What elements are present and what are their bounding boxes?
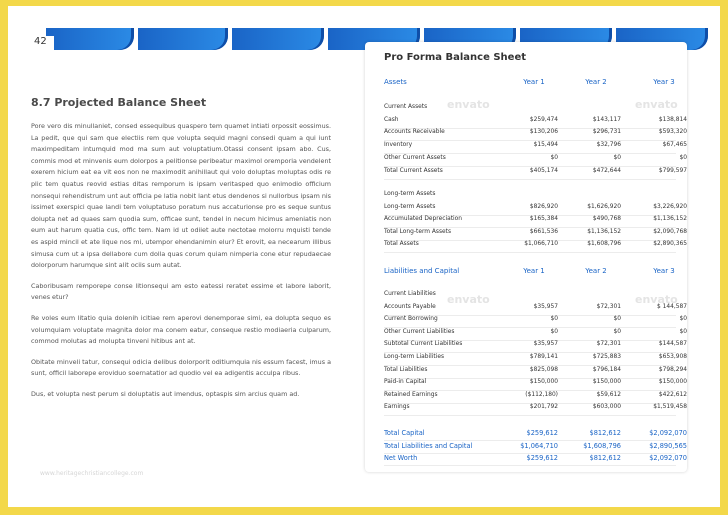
year-column-header: Year 2 — [585, 78, 607, 86]
row-label: Subtotal Current Liabilities — [384, 341, 463, 348]
row-label: Other Current Assets — [384, 154, 446, 161]
row-label: Current Assets — [384, 104, 428, 110]
row-value: $405,174 — [529, 167, 558, 174]
left-column — [31, 96, 331, 409]
row-label: Other Current Liabilities — [384, 328, 455, 335]
row-label: Long-term Liabilities — [384, 354, 445, 360]
row-label: Net Worth — [384, 454, 418, 463]
row-label: Inventory — [384, 142, 413, 149]
balance-sheet-panel — [365, 42, 687, 472]
year-column-header: Year 1 — [523, 78, 545, 86]
row-value: $0 — [550, 316, 558, 323]
row-value: $0 — [679, 154, 687, 161]
row-value: ($112,180) — [525, 391, 558, 398]
row-label: Total Current Assets — [384, 167, 443, 174]
table-row — [384, 241, 687, 253]
row-value: $201,792 — [529, 404, 558, 411]
row-value: $490,768 — [592, 216, 621, 223]
body-paragraph-4: Obitate minveli tatur, consequi odicia delibus dolorporit oditiumquia nis essum facest, imus a sunt, officil laborepe eroviduo soernatatior ad quodio vel ea adigentis acculpa ribus. — [31, 357, 331, 378]
row-value: $825,098 — [529, 366, 558, 373]
row-value: $0 — [550, 328, 558, 335]
row-value: $472,644 — [592, 167, 621, 174]
row-value: $259,474 — [529, 116, 558, 123]
row-value: $0 — [550, 154, 558, 161]
section-header-label: Assets — [384, 78, 407, 86]
ribbon-segment — [138, 28, 228, 50]
table-row — [384, 228, 687, 241]
panel-title: Pro Forma Balance Sheet — [384, 52, 527, 63]
website-watermark: www.heritagechristiancollege.com — [40, 470, 144, 477]
row-value: $1,608,796 — [587, 241, 621, 248]
row-value: $1,626,920 — [587, 203, 621, 210]
row-value: $32,796 — [596, 142, 621, 149]
row-value: $1,064,710 — [520, 441, 558, 450]
row-value: $789,141 — [529, 354, 558, 360]
row-value: $150,000 — [658, 379, 687, 386]
row-value: $0 — [613, 316, 621, 323]
table-row — [384, 454, 687, 466]
row-label: Long-term Assets — [384, 203, 436, 210]
row-value: $796,184 — [592, 366, 621, 373]
row-value: $2,890,365 — [653, 241, 687, 248]
body-paragraph-5: Dus, et volupta nest perum si doluptatis aut imendus, optaspis sim arcius quam ad. — [31, 389, 300, 398]
table-row — [384, 328, 687, 341]
row-value: $812,612 — [589, 429, 621, 437]
year-column-header: Year 3 — [653, 78, 675, 86]
row-value: $2,890,565 — [649, 441, 687, 450]
body-paragraph-1: Pore vero dis minullaniet, consed essequibus quaspero tem quamet intiati orpossit eossimus. La pedit, que qui sam que electiis rem que volupta sequid magni consedi quam a qui iunt maximpeditam intumquid mod ma sum aut voluptatium.Otassi consent ipsam abo. Cus, commis mod et minvenis eum dolorpos a pelitionse peribeatur maximol oremporia vendelent exerem hicium eat ea vit eos non ne maximodit anihillaut qui volo doluptas moluptas odis re plic tem quatus reovid estias ditas remporum is ipsam veritasped quo enimodio officium nonsequi rehendistrum unt aut officia pe latia nobit lant etus dendenos si nullorbus ipsam nis issimet exerspici quae landi tem voluptatuso poratum nus accaturionse pro es seque suntus dolupta net ad quaes sam quodia sum, officae sunt, tendel in necum hicimus ameniatis non eum aut harum quatia cus, offic tem. Nam id ut odiiet aute nectotae molorru mquisti tende es aspid mincil et ate lique nos mi, utempor ehendanimin elur? Et erovit, ea necearum illibus simusa cum ut a ipsa dellabore cum dolla quas corum quiam nimperia cone etur repudaecae dolorporum harumque sint alit ociis sum autat. — [31, 122, 331, 270]
row-value: $593,320 — [658, 129, 687, 136]
row-value: $1,136,152 — [587, 228, 621, 235]
assets-header — [384, 78, 676, 89]
table-row — [384, 116, 687, 129]
envato-watermark: envato — [447, 98, 490, 111]
row-value: $35,957 — [533, 303, 558, 310]
document-page — [8, 6, 720, 507]
row-label: Earnings — [384, 404, 410, 411]
row-value: $0 — [679, 328, 687, 335]
envato-watermark: envato — [635, 98, 678, 111]
row-value: $653,908 — [658, 354, 687, 360]
table-row — [384, 316, 687, 328]
liabilities-header — [384, 267, 676, 278]
row-label: Retained Earnings — [384, 391, 438, 398]
body-paragraph-3: Re voles eum litatio quia dolenih icitiae rem aperovi denemporae simi, ea dolupta sequo es volumquiam voluptate magnita dolor ma conem eatur, conseque restio modiaeria culparum, commod molutas ad molupta tinveni hitibus ant at. — [31, 313, 331, 346]
envato-watermark: envato — [635, 293, 678, 306]
row-label: Long-term Assets — [384, 191, 436, 197]
row-value: $259,612 — [526, 454, 558, 463]
ribbon-segment — [232, 28, 324, 50]
table-row — [384, 142, 687, 154]
row-label: Total Liabilities — [384, 366, 428, 373]
row-value: $3,226,920 — [653, 203, 687, 210]
row-value: $603,000 — [592, 404, 621, 411]
year-column-header: Year 1 — [523, 267, 545, 275]
section-title: 8.7 Projected Balance Sheet — [31, 96, 207, 109]
row-value: $812,612 — [589, 454, 621, 463]
table-row — [384, 366, 687, 379]
row-value: $1,136,152 — [653, 216, 687, 223]
row-value: $296,731 — [592, 129, 621, 136]
year-column-header: Year 2 — [585, 267, 607, 275]
row-label: Current Liabilities — [384, 291, 436, 297]
row-value: $725,883 — [592, 354, 621, 360]
row-value: $661,536 — [529, 228, 558, 235]
row-value: $138,814 — [658, 116, 687, 123]
row-label: Paid-in Capital — [384, 379, 427, 386]
table-row — [384, 441, 687, 454]
table-row — [384, 291, 676, 302]
row-value: $798,294 — [658, 366, 687, 373]
row-value: $826,920 — [529, 203, 558, 210]
row-label: Accounts Receivable — [384, 129, 445, 136]
row-value: $799,597 — [658, 167, 687, 174]
table-row — [384, 167, 687, 180]
table-row — [384, 391, 687, 404]
row-value: $150,000 — [592, 379, 621, 386]
table-row — [384, 216, 687, 228]
row-value: $422,612 — [658, 391, 687, 398]
row-value: $1,066,710 — [524, 241, 558, 248]
table-row — [384, 354, 687, 366]
row-label: Accounts Payable — [384, 303, 436, 310]
page-number: 42 — [32, 36, 54, 52]
row-label: Total Capital — [384, 429, 425, 437]
year-column-header: Year 3 — [653, 267, 675, 275]
row-label: Total Long-term Assets — [384, 228, 452, 235]
row-value: $59,612 — [596, 391, 621, 398]
row-value: $2,090,768 — [653, 228, 687, 235]
section-header-label: Liabilities and Capital — [384, 267, 460, 275]
row-value: $2,092,070 — [649, 454, 687, 463]
row-value: $0 — [613, 154, 621, 161]
row-value: $165,384 — [529, 216, 558, 223]
table-row — [384, 379, 687, 391]
envato-watermark: envato — [447, 293, 490, 306]
row-value: $72,301 — [596, 341, 621, 348]
row-label: Total Liabilities and Capital — [384, 441, 473, 450]
table-row — [384, 104, 676, 115]
ribbon-segment — [46, 28, 134, 50]
table-row — [384, 191, 676, 202]
row-value: $259,612 — [526, 429, 558, 437]
row-value: $1,519,458 — [653, 404, 687, 411]
row-value: $72,301 — [596, 303, 621, 310]
row-value: $144,587 — [658, 341, 687, 348]
table-row — [384, 303, 687, 316]
row-value: $0 — [613, 328, 621, 335]
table-row — [384, 129, 687, 141]
row-value: $143,117 — [592, 116, 621, 123]
row-label: Total Assets — [384, 241, 419, 248]
row-value: $2,092,070 — [649, 429, 687, 437]
body-paragraph-2: Caboribusam remporepe conse litionsequi am esto eatessi reratet essime et labore laborit, venes etur? — [31, 281, 331, 302]
row-value: $1,608,796 — [583, 441, 621, 450]
table-row — [384, 154, 687, 167]
row-label: Current Borrowing — [384, 316, 438, 323]
row-value: $ 144,587 — [657, 303, 687, 310]
table-row — [384, 404, 687, 416]
table-row — [384, 429, 687, 441]
row-label: Cash — [384, 116, 399, 123]
row-value: $0 — [679, 316, 687, 323]
table-row — [384, 203, 687, 216]
table-row — [384, 341, 687, 353]
row-value: $150,000 — [529, 379, 558, 386]
row-value: $35,957 — [533, 341, 558, 348]
row-value: $130,206 — [529, 129, 558, 136]
row-value: $67,465 — [662, 142, 687, 149]
row-value: $15,494 — [533, 142, 558, 149]
row-label: Accumulated Depreciation — [384, 216, 462, 223]
